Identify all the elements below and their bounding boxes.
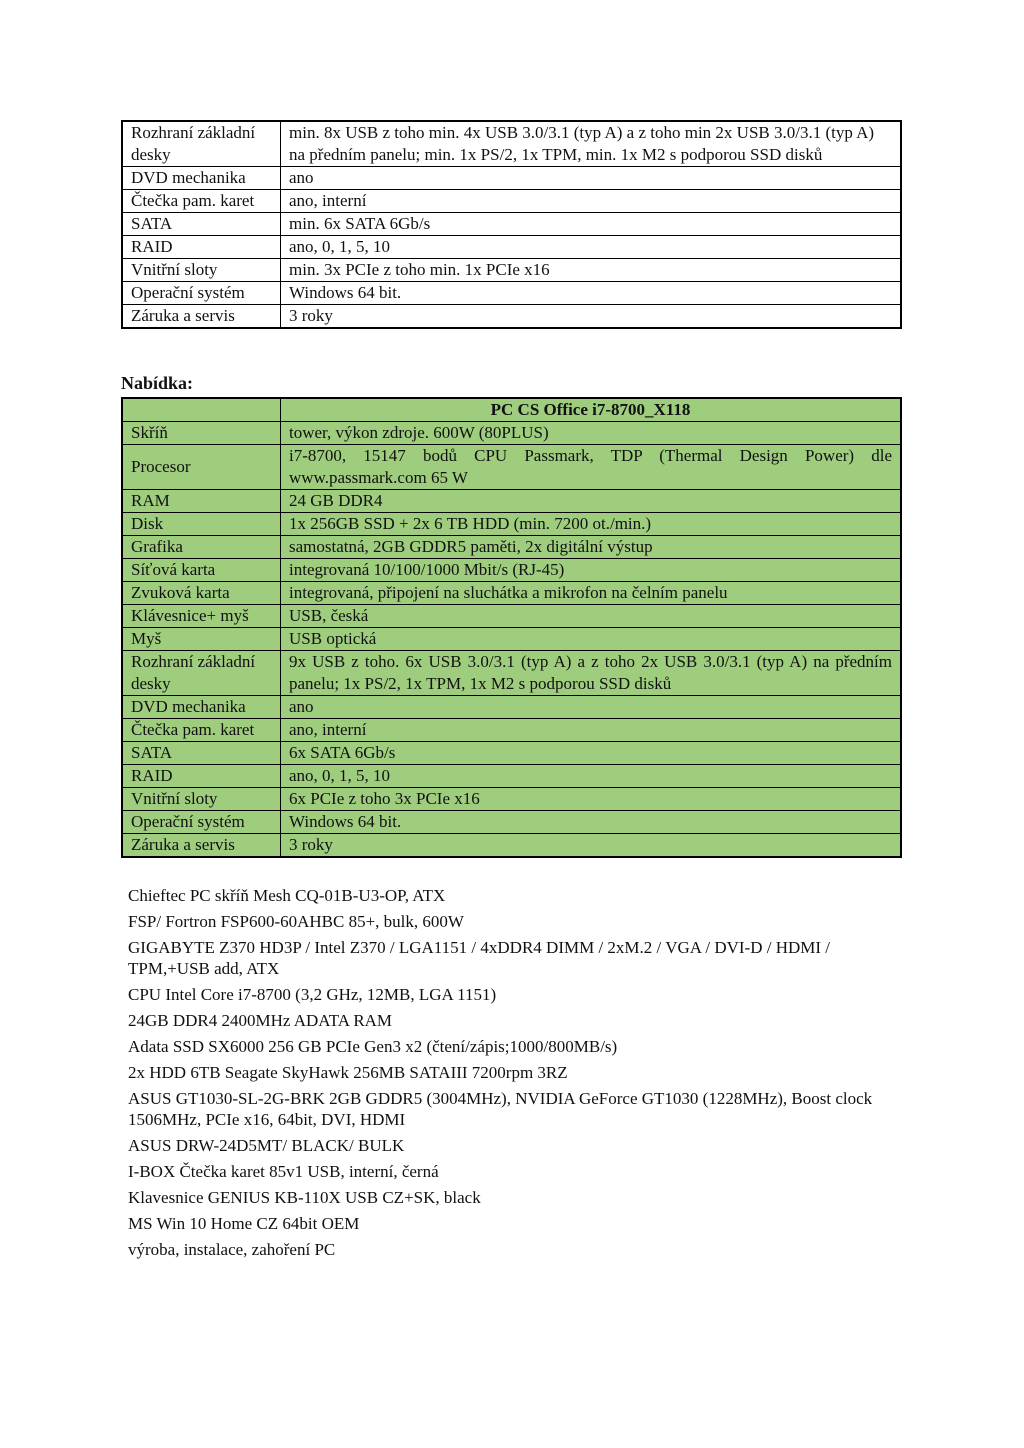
table-row [122, 651, 901, 696]
list-item: Adata SSD SX6000 256 GB PCIe Gen3 x2 (čtení/zápis;1000/800MB/s) [128, 1037, 618, 1056]
row-label: Skříň [122, 422, 281, 445]
row-value: ano [281, 696, 902, 719]
table-row [122, 190, 901, 213]
row-label: Procesor [122, 445, 281, 490]
row-label: Operační systém [122, 811, 281, 834]
row-value: integrovaná, připojení na sluchátka a mikrofon na čelním panelu [281, 582, 902, 605]
table-row [122, 765, 901, 788]
table-row [122, 696, 901, 719]
row-label: Myš [122, 628, 281, 651]
row-value: min. 8x USB z toho min. 4x USB 3.0/3.1 (typ A) a z toho min 2x USB 3.0/3.1 (typ A) na předním panelu; min. 1x PS/2, 1x TPM, min. 1x M2 s podporou SSD disků [281, 121, 902, 167]
list-item: MS Win 10 Home CZ 64bit OEM [128, 1214, 360, 1233]
row-value: Windows 64 bit. [281, 282, 902, 305]
row-value: Windows 64 bit. [281, 811, 902, 834]
row-value: ano, interní [281, 719, 902, 742]
list-item: GIGABYTE Z370 HD3P / Intel Z370 / LGA1151 / 4xDDR4 DIMM / 2xM.2 / VGA / DVI-D / HDMI / TPM,+USB add, ATX [128, 938, 831, 978]
list-item: výroba, instalace, zahoření PC [128, 1240, 336, 1259]
row-value: ano, 0, 1, 5, 10 [281, 236, 902, 259]
row-label: DVD mechanika [122, 696, 281, 719]
table-row [122, 536, 901, 559]
table-row [122, 605, 901, 628]
row-label: RAID [122, 236, 281, 259]
row-label: Čtečka pam. karet [122, 190, 281, 213]
row-value: USB optická [281, 628, 902, 651]
row-value: 1x 256GB SSD + 2x 6 TB HDD (min. 7200 ot./min.) [281, 513, 902, 536]
row-value: 6x SATA 6Gb/s [281, 742, 902, 765]
row-value: 6x PCIe z toho 3x PCIe x16 [281, 788, 902, 811]
row-label: DVD mechanika [122, 167, 281, 190]
row-value: ano [281, 167, 902, 190]
list-item: ASUS GT1030-SL-2G-BRK 2GB GDDR5 (3004MHz), NVIDIA GeForce GT1030 (1228MHz), Boost clock 1506MHz, PCIe x16, 64bit, DVI, HDMI [128, 1089, 873, 1129]
list-item: FSP/ Fortron FSP600-60AHBC 85+, bulk, 600W [128, 912, 464, 931]
row-label: Rozhraní základní desky [122, 651, 281, 696]
row-value: 3 roky [281, 305, 902, 329]
header-empty-cell [122, 398, 281, 422]
row-value: min. 3x PCIe z toho min. 1x PCIe x16 [281, 259, 902, 282]
row-label: Disk [122, 513, 281, 536]
list-item: Chieftec PC skříň Mesh CQ-01B-U3-OP, ATX [128, 886, 446, 905]
row-label: Klávesnice+ myš [122, 605, 281, 628]
row-label: Grafika [122, 536, 281, 559]
table-row [122, 445, 901, 490]
row-label: Vnitřní sloty [122, 259, 281, 282]
table-row [122, 742, 901, 765]
table-row [122, 582, 901, 605]
row-label: Rozhraní základní desky [122, 121, 281, 167]
offer-table [121, 397, 902, 858]
table-row [122, 121, 901, 167]
row-label: Záruka a servis [122, 305, 281, 329]
row-label: Zvuková karta [122, 582, 281, 605]
row-value: integrovaná 10/100/1000 Mbit/s (RJ-45) [281, 559, 902, 582]
row-value: samostatná, 2GB GDDR5 paměti, 2x digitální výstup [281, 536, 902, 559]
table-row [122, 167, 901, 190]
row-label: Vnitřní sloty [122, 788, 281, 811]
list-item: 24GB DDR4 2400MHz ADATA RAM [128, 1011, 393, 1030]
row-value: i7-8700, 15147 bodů CPU Passmark, TDP (Thermal Design Power) dle www.passmark.com 65 W [281, 445, 902, 490]
table-row [122, 422, 901, 445]
table-row [122, 628, 901, 651]
table-row [122, 513, 901, 536]
table-row [122, 719, 901, 742]
row-label: Záruka a servis [122, 834, 281, 858]
row-value: 9x USB z toho. 6x USB 3.0/3.1 (typ A) a z toho 2x USB 3.0/3.1 (typ A) na předním panelu; 1x PS/2, 1x TPM, 1x M2 s podporou SSD disků [281, 651, 902, 696]
list-item: CPU Intel Core i7-8700 (3,2 GHz, 12MB, LGA 1151) [128, 985, 497, 1004]
component-list [128, 885, 888, 1265]
row-label: SATA [122, 742, 281, 765]
offer-heading: Nabídka: [121, 373, 194, 393]
table-row [122, 305, 901, 329]
row-label: Čtečka pam. karet [122, 719, 281, 742]
list-item: 2x HDD 6TB Seagate SkyHawk 256MB SATAIII 7200rpm 3RZ [128, 1063, 568, 1082]
row-label: RAM [122, 490, 281, 513]
row-label: Síťová karta [122, 559, 281, 582]
table-row [122, 811, 901, 834]
row-value: min. 6x SATA 6Gb/s [281, 213, 902, 236]
row-value: 3 roky [281, 834, 902, 858]
row-value: 24 GB DDR4 [281, 490, 902, 513]
row-value: ano, interní [281, 190, 902, 213]
table-row [122, 236, 901, 259]
row-label: SATA [122, 213, 281, 236]
table-row [122, 213, 901, 236]
row-value: USB, česká [281, 605, 902, 628]
offer-header-row [122, 398, 901, 422]
row-value: tower, výkon zdroje. 600W (80PLUS) [281, 422, 902, 445]
row-label: RAID [122, 765, 281, 788]
requirements-table [121, 120, 902, 329]
table-row [122, 259, 901, 282]
list-item: I-BOX Čtečka karet 85v1 USB, interní, černá [128, 1162, 439, 1181]
table-row [122, 559, 901, 582]
table-row [122, 282, 901, 305]
row-label: Operační systém [122, 282, 281, 305]
list-item: Klavesnice GENIUS KB-110X USB CZ+SK, black [128, 1188, 481, 1207]
product-name: PC CS Office i7-8700_X118 [281, 398, 902, 422]
table-row [122, 788, 901, 811]
row-value: ano, 0, 1, 5, 10 [281, 765, 902, 788]
table-row [122, 834, 901, 858]
table-row [122, 490, 901, 513]
list-item: ASUS DRW-24D5MT/ BLACK/ BULK [128, 1136, 405, 1155]
